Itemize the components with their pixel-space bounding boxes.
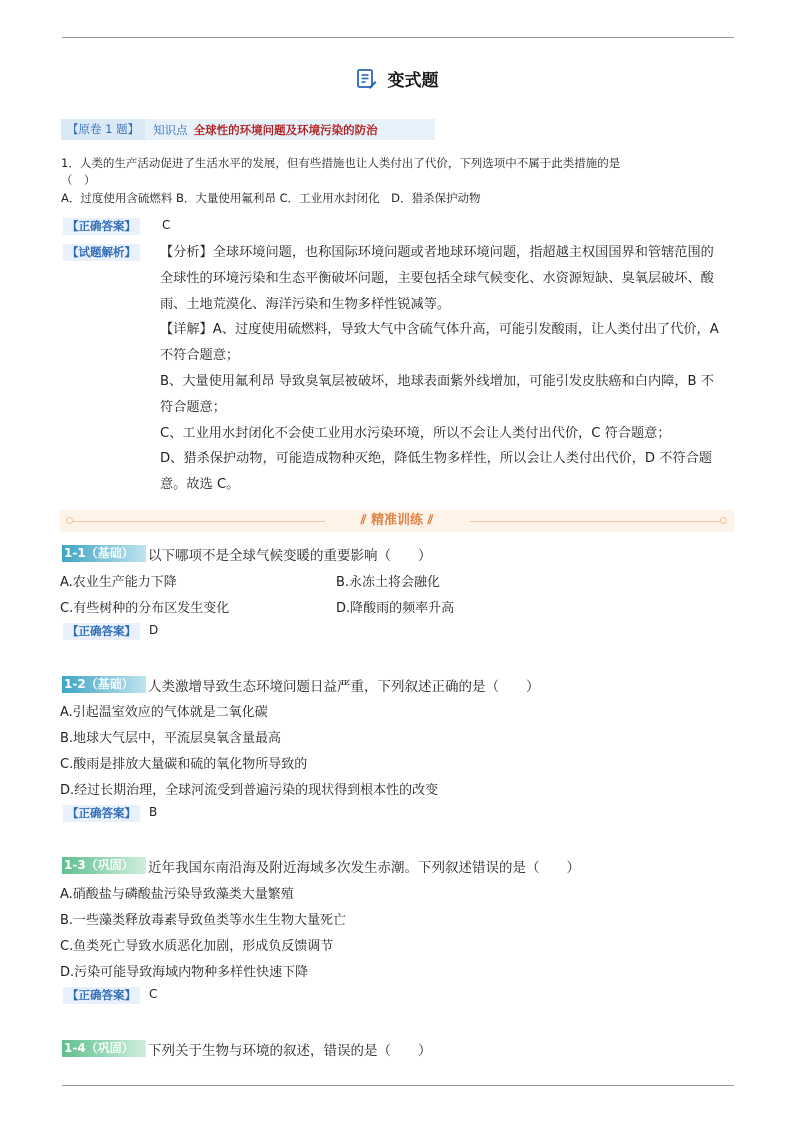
option-a: A.引起温室效应的气体就是二氧化碳	[60, 705, 268, 720]
answer-value: D	[149, 623, 159, 637]
option-d: D.经过长期治理，全球河流受到普遍污染的现状得到根本性的改变	[60, 783, 439, 798]
page-header	[0, 66, 794, 94]
question-tag: 1-2（基础）	[62, 676, 146, 693]
page-title: 变式题	[387, 71, 439, 91]
question-tag: 1-3（巩固）	[62, 857, 146, 874]
option-d: D.降酸雨的频率升高	[336, 601, 455, 616]
practice-section-divider	[60, 510, 734, 532]
analysis-paragraph: 【分析】全球环境问题，也称国际环境问题或者地球环境问题，指超越主权国国界和管辖范围的全球性的环境污染和生态平衡破坏问题，主要包括全球气候变化、水资源短缺、臭氧层破坏、酸雨、土地荒漠化、海洋污染和生物多样性锐减等。	[160, 245, 714, 312]
question-stem: 以下哪项不是全球气候变暖的重要影响（ ）	[148, 548, 432, 564]
analysis-paragraph: C、工业用水封闭化不会使工业用水污染环境，所以不会让人类付出代价，C 符合题意；	[160, 425, 671, 441]
section-title: ⫽ 精准训练 ⫽	[360, 513, 434, 528]
question-tag: 1-1（基础）	[62, 545, 146, 562]
answer-label: 【正确答案】	[63, 623, 140, 640]
knowledge-point-label: 知识点	[153, 122, 188, 137]
question-tag: 1-4（巩固）	[62, 1040, 146, 1057]
option-a: A.硝酸盐与磷酸盐污染导致藻类大量繁殖	[60, 887, 294, 902]
analysis-paragraph: D、猎杀保护动物，可能造成物种灭绝，降低生物多样性，所以会让人类付出代价，D 不符合题意。故选 C。	[160, 451, 712, 493]
question-stem: 下列关于生物与环境的叙述，错误的是（ ）	[148, 1043, 432, 1059]
answer-label: 【正确答案】	[63, 987, 140, 1004]
answer-value: B	[149, 805, 158, 819]
answer-value: C	[149, 987, 158, 1001]
top-rule	[62, 37, 734, 38]
option-c: C.鱼类死亡导致水质恶化加剧，形成负反馈调节	[60, 939, 334, 954]
slash-decoration-icon: ⫽	[360, 513, 371, 528]
original-answer-value: C	[162, 218, 171, 232]
option-b: B.地球大气层中，平流层臭氧含量最高	[60, 731, 282, 746]
analysis-text	[160, 240, 725, 498]
original-answer-label: 【正确答案】	[63, 218, 140, 235]
option-c: C.有些树种的分布区发生变化	[60, 601, 230, 616]
analysis-paragraph: 【详解】A、过度使用硫燃料，导致大气中含硫气体升高，可能引发酸雨，让人类付出了代价，A 不符合题意；	[160, 322, 719, 364]
answer-label: 【正确答案】	[63, 805, 140, 822]
option-d: D.污染可能导致海域内物种多样性快速下降	[60, 965, 309, 980]
knowledge-point-value: 全球性的环境问题及环境污染的防治	[193, 122, 378, 137]
slash-decoration-icon: ⫽	[423, 513, 434, 528]
original-question-options: A．过度使用含硫燃料 B．大量使用氟利昂 C．工业用水封闭化 D．猎杀保护动物	[61, 191, 481, 205]
analysis-label: 【试题解析】	[63, 244, 140, 261]
option-c: C.酸雨是排放大量碳和硫的氧化物所导致的	[60, 757, 308, 772]
question-stem: 近年我国东南沿海及附近海域多次发生赤潮。下列叙述错误的是（ ）	[148, 860, 580, 876]
original-question-tag: 【原卷 1 题】	[61, 119, 145, 140]
option-b: B.永冻土将会融化	[336, 575, 441, 590]
option-a: A.农业生产能力下降	[60, 575, 177, 590]
original-question-text: 1．人类的生产活动促进了生活水平的发展，但有些措施也让人类付出了代价，下列选项中不属于此类措施的是（ ）	[61, 156, 621, 187]
bottom-rule	[62, 1085, 734, 1086]
option-b: B.一些藻类释放毒素导致鱼类等水生生物大量死亡	[60, 913, 347, 928]
question-stem: 人类激增导致生态环境问题日益严重，下列叙述正确的是（ ）	[148, 679, 540, 695]
analysis-paragraph: B、大量使用氟利昂 导致臭氧层被破坏，地球表面紫外线增加，可能引发皮肤癌和白内障，B 不符合题意；	[160, 373, 714, 415]
original-question-bar	[61, 119, 435, 140]
document-edit-icon	[356, 68, 378, 90]
